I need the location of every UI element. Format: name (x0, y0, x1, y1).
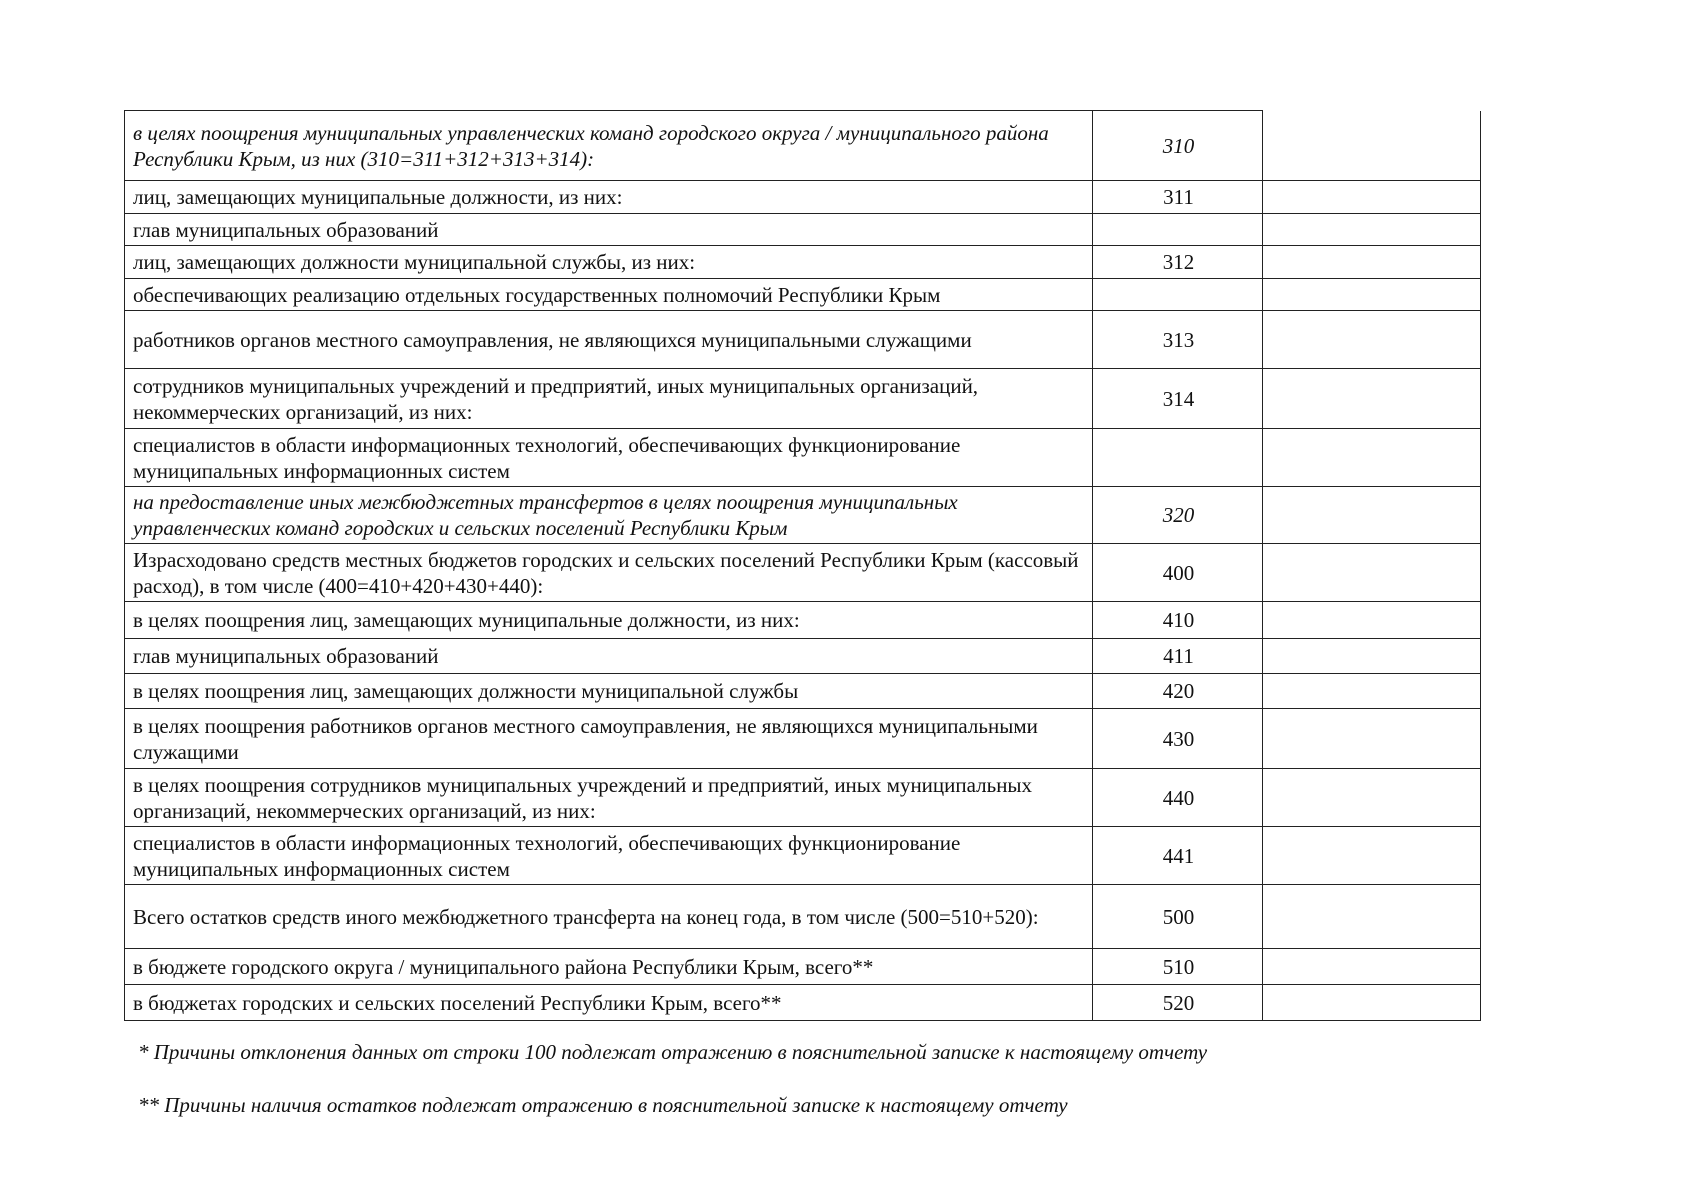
row-label: лиц, замещающих должности муниципальной службы, из них: (125, 246, 1093, 279)
table-row (125, 602, 1481, 639)
row-label: специалистов в области информационных технологий, обеспечивающих функционирование муниципальных информационных систем (125, 429, 1093, 487)
table-row (125, 487, 1481, 544)
row-label: глав муниципальных образований (125, 639, 1093, 674)
table-row (125, 246, 1481, 279)
row-value-cell (1263, 246, 1481, 279)
row-value-cell (1263, 111, 1481, 181)
row-label: в целях поощрения сотрудников муниципальных учреждений и предприятий, иных муниципальных организаций, некоммерческих организаций, из них: (125, 769, 1093, 827)
row-label: в бюджете городского округа / муниципального района Республики Крым, всего** (125, 949, 1093, 985)
row-value-cell (1263, 674, 1481, 709)
report-table (124, 110, 1481, 1021)
row-label: в целях поощрения лиц, замещающих муниципальные должности, из них: (125, 602, 1093, 639)
table-row (125, 639, 1481, 674)
row-label: в целях поощрения муниципальных управленческих команд городского округа / муниципального района Республики Крым, из них (310=311+312+313+314): (125, 111, 1093, 181)
row-value-cell (1263, 311, 1481, 369)
row-code: 441 (1093, 827, 1263, 885)
table-row (125, 885, 1481, 949)
table-row (125, 949, 1481, 985)
row-code: 420 (1093, 674, 1263, 709)
row-code (1093, 279, 1263, 311)
footnote-2: ** Причины наличия остатков подлежат отражению в пояснительной записке к настоящему отчету (138, 1093, 1068, 1117)
row-code: 314 (1093, 369, 1263, 429)
row-value-cell (1263, 709, 1481, 769)
table-row (125, 181, 1481, 214)
row-value-cell (1263, 885, 1481, 949)
row-label: в целях поощрения лиц, замещающих должности муниципальной службы (125, 674, 1093, 709)
row-label: глав муниципальных образований (125, 214, 1093, 246)
footnote-1: * Причины отклонения данных от строки 100 подлежат отражению в пояснительной записке к настоящему отчету (138, 1040, 1208, 1064)
row-code: 312 (1093, 246, 1263, 279)
table-row (125, 985, 1481, 1021)
row-label: Израсходовано средств местных бюджетов городских и сельских поселений Республики Крым (кассовый расход), в том числе (400=410+420+430+440): (125, 544, 1093, 602)
table-row (125, 311, 1481, 369)
row-label: в целях поощрения работников органов местного самоуправления, не являющихся муниципальными служащими (125, 709, 1093, 769)
row-value-cell (1263, 769, 1481, 827)
table-row (125, 674, 1481, 709)
row-code: 411 (1093, 639, 1263, 674)
report-table-body (125, 111, 1481, 1021)
row-value-cell (1263, 279, 1481, 311)
row-label: специалистов в области информационных технологий, обеспечивающих функционирование муниципальных информационных систем (125, 827, 1093, 885)
row-code: 313 (1093, 311, 1263, 369)
row-value-cell (1263, 487, 1481, 544)
row-value-cell (1263, 429, 1481, 487)
row-label: на предоставление иных межбюджетных трансфертов в целях поощрения муниципальных управленческих команд городских и сельских поселений Республики Крым (125, 487, 1093, 544)
row-value-cell (1263, 639, 1481, 674)
row-value-cell (1263, 827, 1481, 885)
row-code: 430 (1093, 709, 1263, 769)
row-label: в бюджетах городских и сельских поселений Республики Крым, всего** (125, 985, 1093, 1021)
row-value-cell (1263, 214, 1481, 246)
row-code (1093, 214, 1263, 246)
row-code: 311 (1093, 181, 1263, 214)
table-row (125, 111, 1481, 181)
row-value-cell (1263, 949, 1481, 985)
row-label: лиц, замещающих муниципальные должности, из них: (125, 181, 1093, 214)
row-code: 400 (1093, 544, 1263, 602)
table-row (125, 769, 1481, 827)
table-row (125, 544, 1481, 602)
table-row (125, 429, 1481, 487)
row-code: 440 (1093, 769, 1263, 827)
table-row (125, 827, 1481, 885)
row-value-cell (1263, 369, 1481, 429)
row-label: работников органов местного самоуправления, не являющихся муниципальными служащими (125, 311, 1093, 369)
row-code: 520 (1093, 985, 1263, 1021)
row-value-cell (1263, 181, 1481, 214)
row-value-cell (1263, 985, 1481, 1021)
row-code: 510 (1093, 949, 1263, 985)
table-row (125, 369, 1481, 429)
row-label: Всего остатков средств иного межбюджетного трансферта на конец года, в том числе (500=510+520): (125, 885, 1093, 949)
row-code (1093, 429, 1263, 487)
row-value-cell (1263, 602, 1481, 639)
row-code: 410 (1093, 602, 1263, 639)
row-label: обеспечивающих реализацию отдельных государственных полномочий Республики Крым (125, 279, 1093, 311)
row-code: 500 (1093, 885, 1263, 949)
row-code: 310 (1093, 111, 1263, 181)
row-label: сотрудников муниципальных учреждений и предприятий, иных муниципальных организаций, некоммерческих организаций, из них: (125, 369, 1093, 429)
table-row (125, 279, 1481, 311)
table-row (125, 214, 1481, 246)
row-value-cell (1263, 544, 1481, 602)
row-code: 320 (1093, 487, 1263, 544)
table-row (125, 709, 1481, 769)
